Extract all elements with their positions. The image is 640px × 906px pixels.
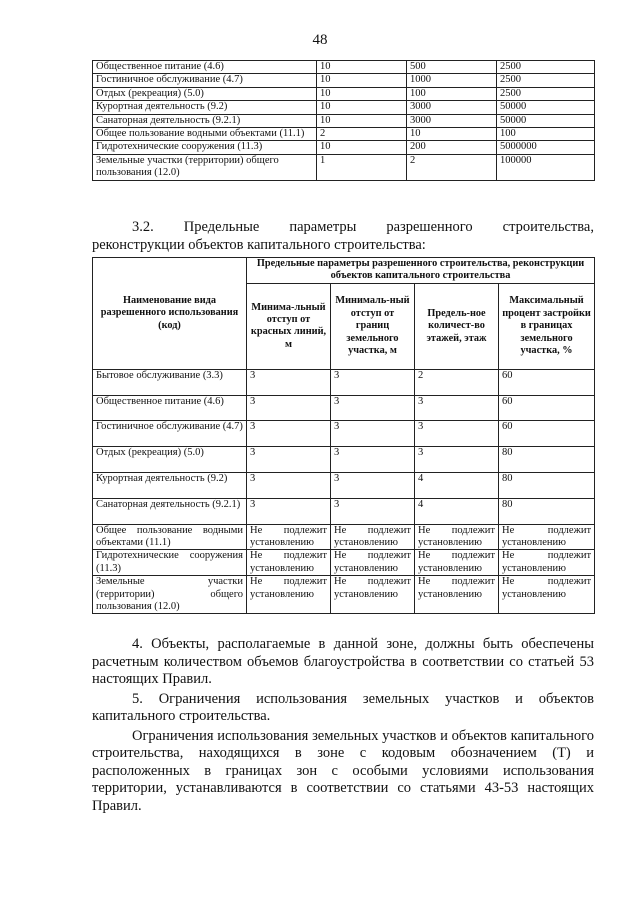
param-cell: 3 (415, 421, 499, 447)
table-cell: 2500 (497, 61, 595, 74)
param-cell: Не подлежит установлению (331, 550, 415, 576)
table-row (93, 395, 595, 421)
section-word: параметры (289, 219, 357, 235)
table-row (93, 74, 595, 87)
param-cell: Не подлежит установлению (331, 576, 415, 614)
param-cell: 3 (331, 395, 415, 421)
param-cell: 3 (247, 473, 331, 499)
param-cell: 3 (331, 473, 415, 499)
param-cell: 2 (415, 369, 499, 395)
header-col2: Минималь-ный отступ от границ земельного участка, м (331, 283, 415, 369)
param-cell: 3 (247, 395, 331, 421)
section-word: строительства, (502, 219, 594, 235)
header-col1: Минима-льный отступ от красных линий, м (247, 283, 331, 369)
table-cell: 100 (497, 128, 595, 141)
table-cell: 10 (317, 101, 407, 114)
param-cell: 3 (247, 369, 331, 395)
param-cell: 3 (247, 498, 331, 524)
param-cell: Не подлежит установлению (499, 524, 595, 550)
param-cell: 4 (415, 473, 499, 499)
construction-params-table (92, 257, 595, 614)
table-row (93, 101, 595, 114)
section-word: Предельные (183, 219, 260, 235)
table-cell: Общее пользование водными объектами (11.1) (93, 128, 317, 141)
param-cell: Не подлежит установлению (415, 524, 499, 550)
table-row (93, 87, 595, 100)
use-type-cell: Гостиничное обслуживание (4.7) (93, 421, 247, 447)
table-row (93, 369, 595, 395)
param-cell: 3 (331, 421, 415, 447)
param-cell: Не подлежит установлению (247, 576, 331, 614)
param-cell: 3 (247, 447, 331, 473)
use-type-cell: Отдых (рекреация) (5.0) (93, 447, 247, 473)
param-cell: Не подлежит установлению (415, 576, 499, 614)
paragraph: Ограничения использования земельных участков и объектов капитального строительства, находящихся в зоне с кодовым обозначением (Т) и расположенных в границах зон с особыми условиями использования территории, устанавливаются в соответствии со статьями 43-53 настоящих Правил. (92, 727, 594, 814)
param-cell: 3 (331, 447, 415, 473)
page-number: 48 (312, 32, 328, 48)
param-cell: 80 (499, 473, 595, 499)
table-row (93, 154, 595, 180)
table-row (93, 61, 595, 74)
table-cell: 2 (317, 128, 407, 141)
table-cell: Отдых (рекреация) (5.0) (93, 87, 317, 100)
table-row (93, 421, 595, 447)
section-heading (92, 218, 594, 254)
table-cell: 10 (407, 128, 497, 141)
param-cell: 4 (415, 498, 499, 524)
table-row (93, 141, 595, 154)
table-cell: 10 (317, 87, 407, 100)
param-cell: 60 (499, 369, 595, 395)
paragraph: 4. Объекты, располагаемые в данной зоне, должны быть обеспечены расчетным количеством объемов благоустройства в соответствии со статьей 53 настоящих Правил. (92, 636, 594, 687)
table-cell: Гостиничное обслуживание (4.7) (93, 74, 317, 87)
table-cell: 5000000 (497, 141, 595, 154)
param-cell: 3 (415, 395, 499, 421)
table-row (93, 473, 595, 499)
section-number: 3.2. (132, 219, 154, 235)
paragraph: 5. Ограничения использования земельных участков и объектов капитального строительства. (92, 690, 594, 724)
section-heading-line2: реконструкции объектов капитального строительства: (92, 237, 426, 253)
table-row (93, 114, 595, 127)
param-cell: 3 (415, 447, 499, 473)
table-cell: 200 (407, 141, 497, 154)
param-cell: 60 (499, 421, 595, 447)
land-size-table (92, 60, 595, 181)
table-cell: 10 (317, 141, 407, 154)
header-name: Наименование вида разрешенного использования (код) (93, 258, 247, 370)
use-type-cell: Гидротехнические сооружения (11.3) (93, 550, 247, 576)
table-cell: 500 (407, 61, 497, 74)
table-cell: 2500 (497, 74, 595, 87)
param-cell: Не подлежит установлению (415, 550, 499, 576)
table-row (93, 550, 595, 576)
table-cell: 10 (317, 74, 407, 87)
use-type-cell: Курортная деятельность (9.2) (93, 473, 247, 499)
table-cell: 50000 (497, 101, 595, 114)
table-cell: 100 (407, 87, 497, 100)
param-cell: 3 (247, 421, 331, 447)
param-cell: Не подлежит установлению (499, 550, 595, 576)
header-col3: Предель-ное количест-во этажей, этаж (415, 283, 499, 369)
param-cell: Не подлежит установлению (499, 576, 595, 614)
table-cell: Общественное питание (4.6) (93, 61, 317, 74)
use-type-cell: Бытовое обслуживание (3.3) (93, 369, 247, 395)
use-type-cell: Общее пользование водными объектами (11.1) (93, 524, 247, 550)
table-cell: Гидротехнические сооружения (11.3) (93, 141, 317, 154)
table-row (93, 576, 595, 614)
param-cell: Не подлежит установлению (247, 550, 331, 576)
table-row (93, 524, 595, 550)
table-cell: 2500 (497, 87, 595, 100)
table-cell: 10 (317, 114, 407, 127)
use-type-cell: Санаторная деятельность (9.2.1) (93, 498, 247, 524)
section-word: разрешенного (386, 219, 473, 235)
table-cell: 100000 (497, 154, 595, 180)
param-cell: 80 (499, 498, 595, 524)
table-row (93, 128, 595, 141)
param-cell: 3 (331, 498, 415, 524)
table-cell: 3000 (407, 114, 497, 127)
table-cell: 2 (407, 154, 497, 180)
table-cell: Земельные участки (территории) общего пользования (12.0) (93, 154, 317, 180)
body-text (92, 636, 594, 817)
table-cell: 3000 (407, 101, 497, 114)
param-cell: Не подлежит установлению (331, 524, 415, 550)
table-cell: Курортная деятельность (9.2) (93, 101, 317, 114)
table-cell: Санаторная деятельность (9.2.1) (93, 114, 317, 127)
header-col4: Максимальный процент застройки в границах земельного участка, % (499, 283, 595, 369)
header-group: Предельные параметры разрешенного строительства, реконструкции объектов капитального строительства (247, 258, 595, 284)
table-row (93, 447, 595, 473)
use-type-cell: Общественное питание (4.6) (93, 395, 247, 421)
param-cell: 80 (499, 447, 595, 473)
table-cell: 1 (317, 154, 407, 180)
param-cell: 3 (331, 369, 415, 395)
table-cell: 1000 (407, 74, 497, 87)
table-cell: 10 (317, 61, 407, 74)
table-cell: 50000 (497, 114, 595, 127)
param-cell: 60 (499, 395, 595, 421)
table-row (93, 498, 595, 524)
use-type-cell: Земельные участки (территории) общего пользования (12.0) (93, 576, 247, 614)
param-cell: Не подлежит установлению (247, 524, 331, 550)
